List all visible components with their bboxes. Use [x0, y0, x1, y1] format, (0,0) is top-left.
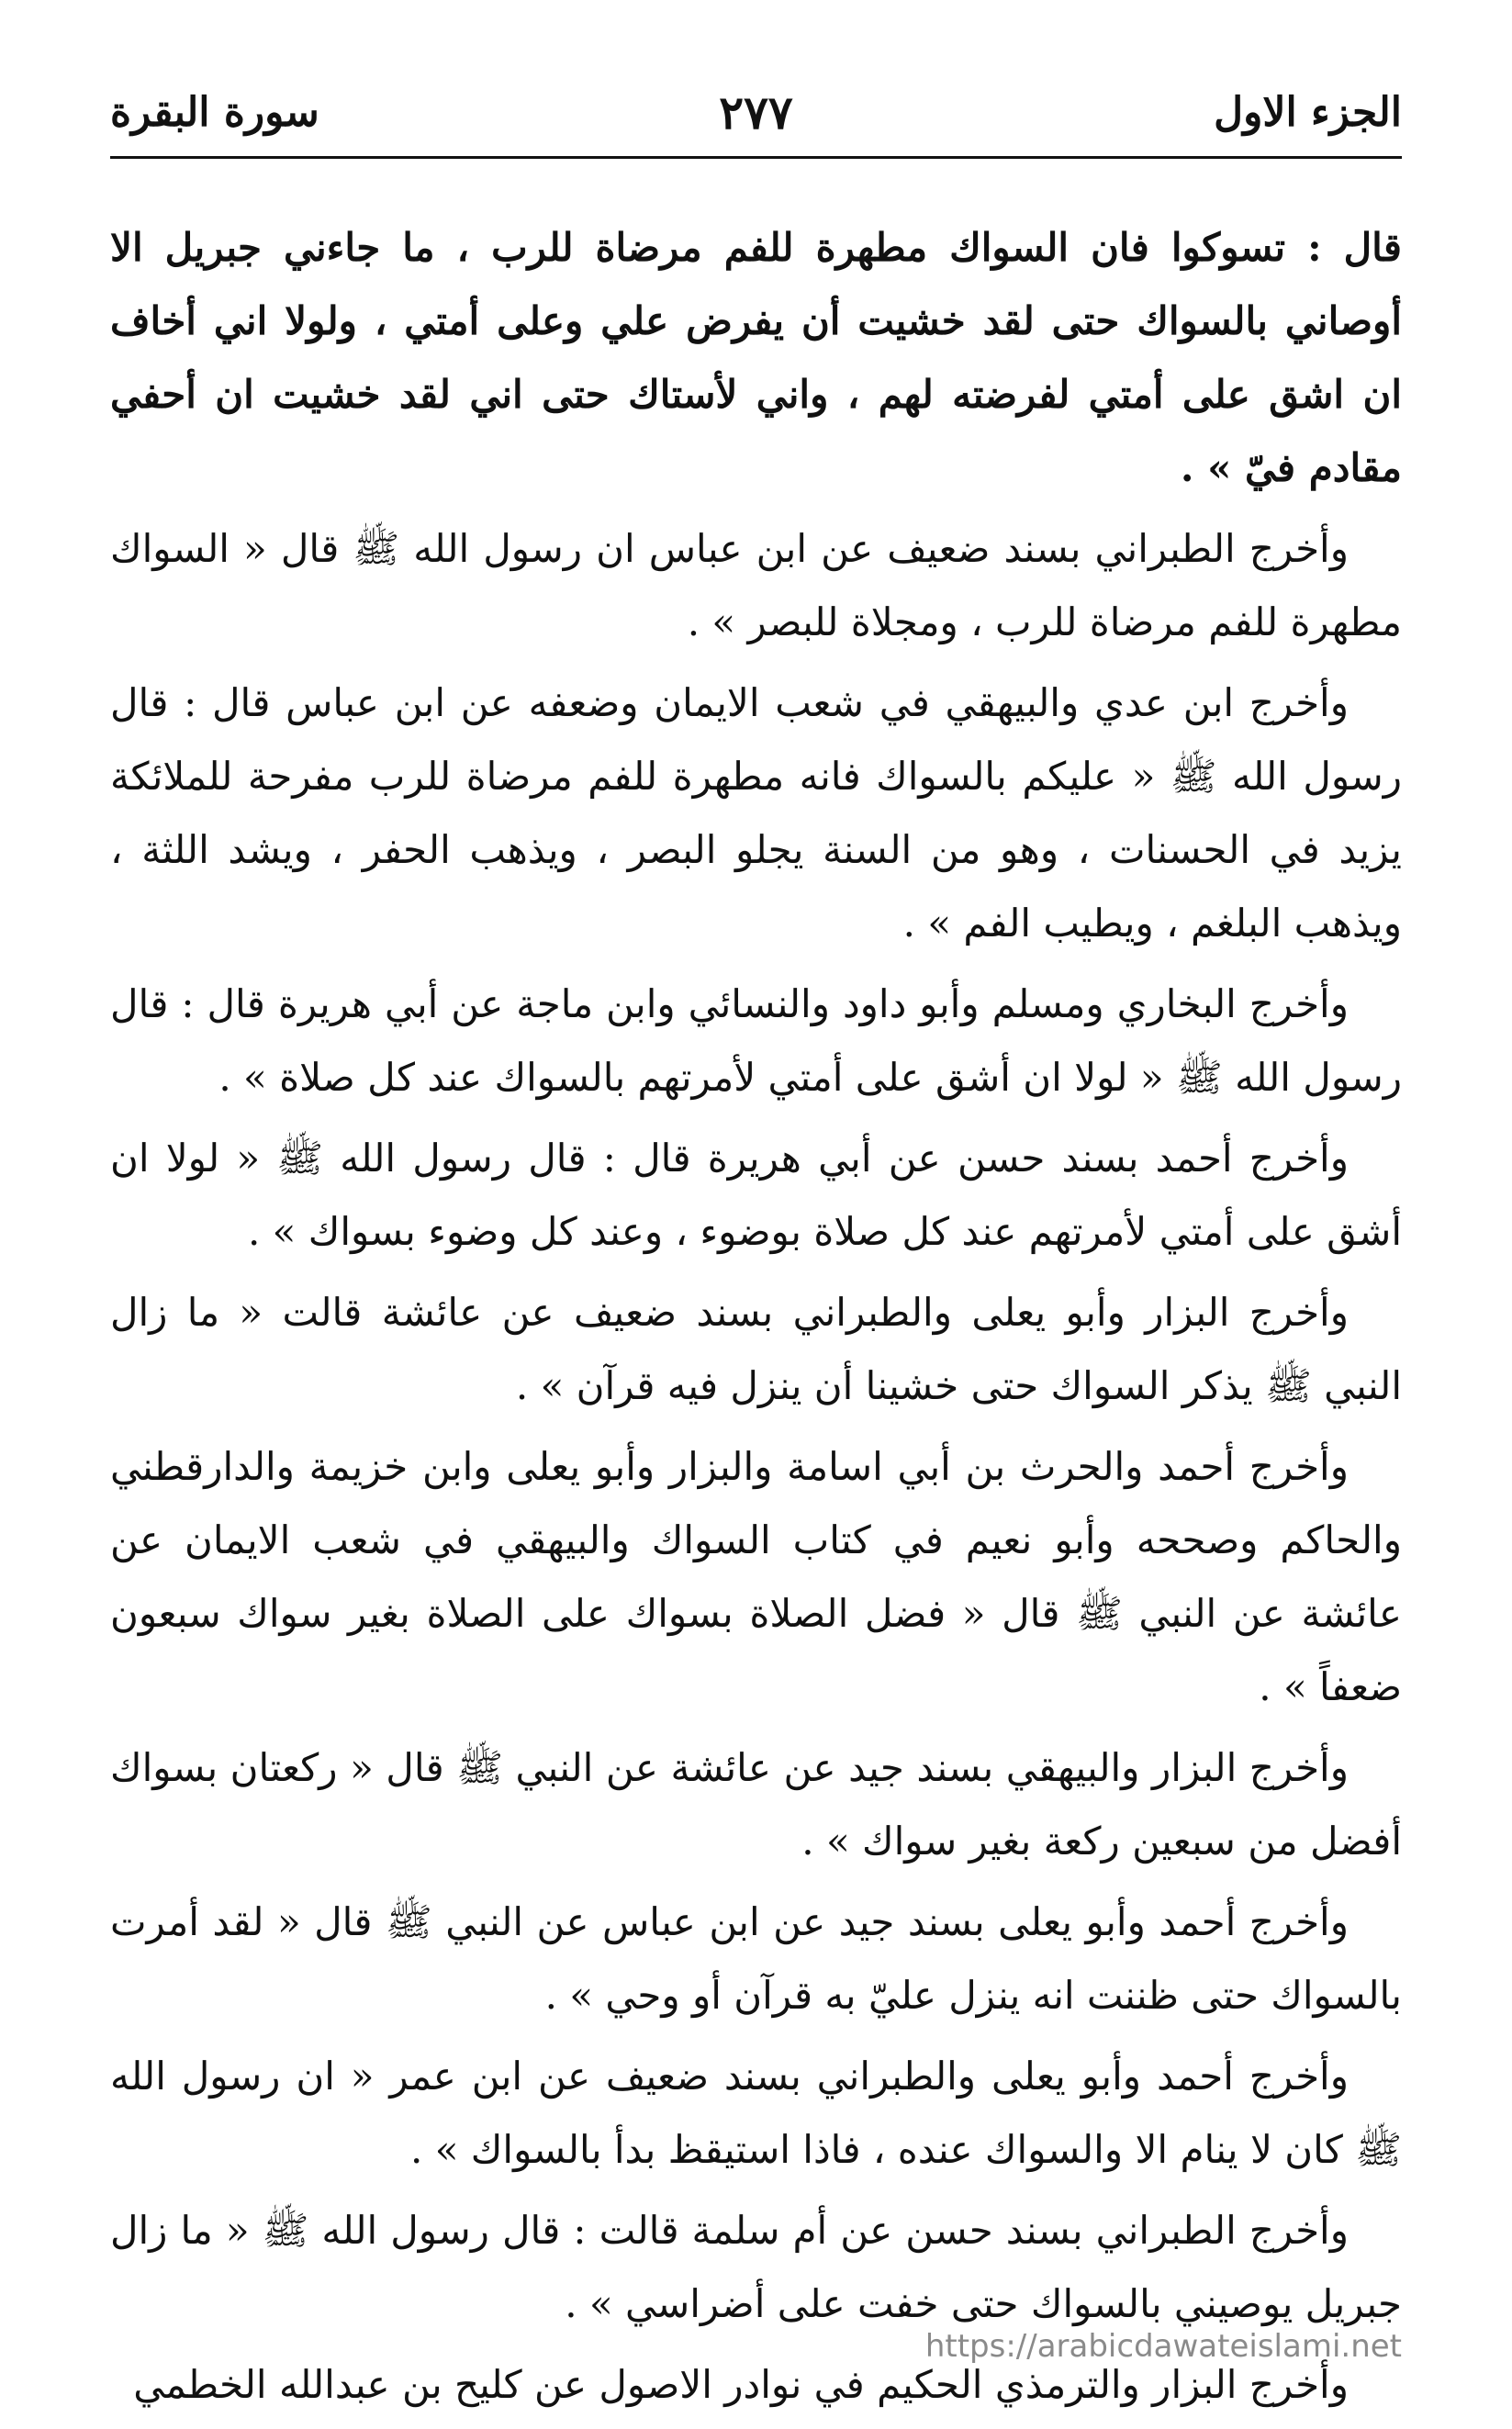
paragraph-7: وأخرج أحمد والحرث بن أبي اسامة والبزار وأبو يعلى وابن خزيمة والدارقطني والحاكم وصححه وأبو نعيم في كتاب السواك والبيهقي في شعب الايمان عن عائشة عن النبي ﷺ قال « فضل الصلاة بسواك على الصلاة بغير سواك سبعون ضعفاً » . [110, 1444, 1402, 1709]
paragraph-4: وأخرج البخاري ومسلم وأبو داود والنسائي وابن ماجة عن أبي هريرة قال : قال رسول الله ﷺ « لولا ان أشق على أمتي لأمرتهم بالسواك عند كل صلاة » . [110, 981, 1402, 1100]
header-divider [110, 156, 1402, 159]
paragraph-6: وأخرج البزار وأبو يعلى والطبراني بسند ضعيف عن عائشة قالت « ما زال النبي ﷺ يذكر السواك حتى خشينا أن ينزل فيه قرآن » . [110, 1290, 1402, 1408]
paragraph-9: وأخرج أحمد وأبو يعلى بسند جيد عن ابن عباس عن النبي ﷺ قال « لقد أمرت بالسواك حتى ظننت انه ينزل عليّ به قرآن أو وحي » . [110, 1899, 1402, 2018]
paragraph-2: وأخرج الطبراني بسند ضعيف عن ابن عباس ان رسول الله ﷺ قال « السواك مطهرة للفم مرضاة للرب ، ومجلاة للبصر » . [110, 526, 1402, 644]
surah-title: سورة البقرة [110, 89, 319, 136]
paragraph-5: وأخرج أحمد بسند حسن عن أبي هريرة قال : قال رسول الله ﷺ « لولا ان أشق على أمتي لأمرتهم عند كل صلاة بوضوء ، وعند كل وضوء بسواك » . [110, 1136, 1402, 1254]
paragraph-10: وأخرج أحمد وأبو يعلى والطبراني بسند ضعيف عن ابن عمر « ان رسول الله ﷺ كان لا ينام الا والسواك عنده ، فاذا استيقظ بدأ بالسواك » . [110, 2054, 1402, 2172]
page-header [110, 81, 1402, 145]
paragraph-1: قال : تسوكوا فان السواك مطهرة للفم مرضاة للرب ، ما جاءني جبريل الا أوصاني بالسواك حتى لقد خشيت أن يفرض علي وعلى أمتي ، ولولا اني أخاف ان اشق على أمتي لفرضته لهم ، واني لأستاك حتى اني لقد خشيت ان أحفي مقادم فيّ » . [110, 225, 1402, 490]
paragraph-11: وأخرج الطبراني بسند حسن عن أم سلمة قالت : قال رسول الله ﷺ « ما زال جبريل يوصيني بالسواك حتى خفت على أضراسي » . [110, 2208, 1402, 2326]
website-watermark: https://arabicdawateislami.net [924, 2328, 1402, 2365]
paragraph-3: وأخرج ابن عدي والبيهقي في شعب الايمان وضعفه عن ابن عباس قال : قال رسول الله ﷺ « عليكم بالسواك فانه مطهرة للفم مرضاة للرب مفرحة للملائكة يزيد في الحسنات ، وهو من السنة يجلو البصر ، ويذهب الحفر ، ويشد اللثة ، ويذهب البلغم ، ويطيب الفم » . [110, 680, 1402, 946]
paragraph-12: وأخرج البزار والترمذي الحكيم في نوادر الاصول عن كليح بن عبدالله الخطمي [133, 2362, 1349, 2407]
page-body [110, 211, 1402, 2429]
page-number: ٢٧٧ [719, 85, 793, 140]
paragraph-8: وأخرج البزار والبيهقي بسند جيد عن عائشة عن النبي ﷺ قال « ركعتان بسواك أفضل من سبعين ركعة بغير سواك » . [110, 1745, 1402, 1864]
part-title: الجزء الاول [1214, 89, 1402, 136]
